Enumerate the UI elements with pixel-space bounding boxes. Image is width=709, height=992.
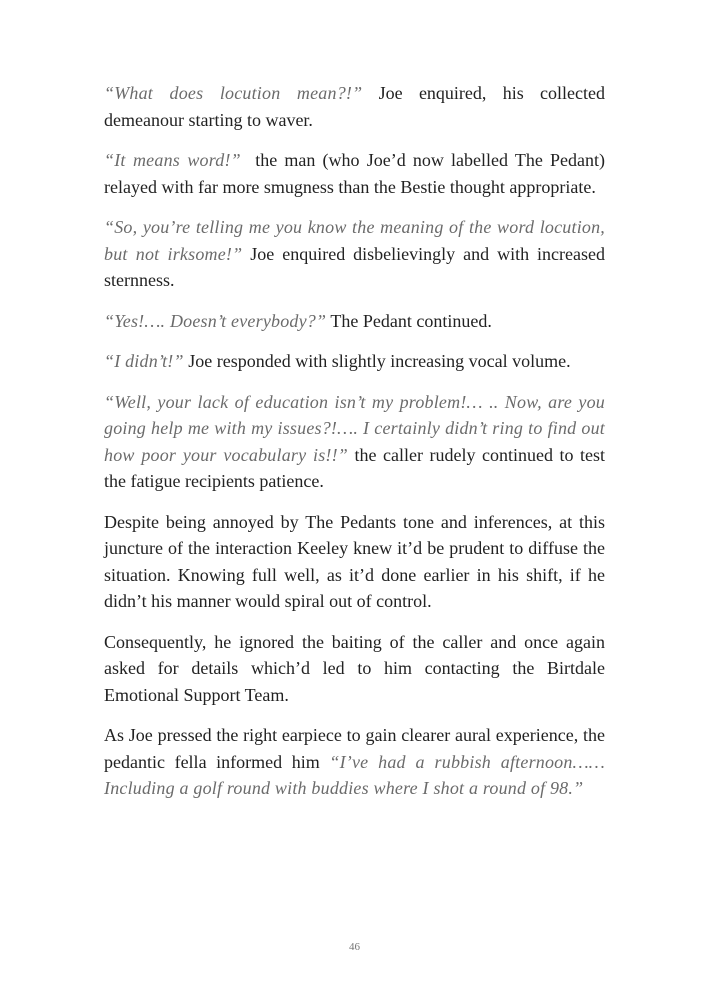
narration-text: the caller rudely continued to test the fatigue recipients patience.	[104, 444, 606, 491]
paragraph-locution-question	[104, 80, 605, 133]
paragraph-consequently: Consequently, he ignored the baiting of the caller and once again asked for details which’d led to him contacting the Birtdale Emotional Support Team.	[104, 631, 605, 705]
page-number: 46	[349, 941, 360, 953]
dialogue-text: “Well, your lack of education isn’t my problem!… .. Now, are you going help me with my issues?!…. I certainly didn’t ring to find out how poor your vocabulary is!!”	[104, 391, 605, 465]
paragraph-i-didnt	[104, 348, 605, 375]
dialogue-text: “Yes!…. Doesn’t everybody?”	[104, 310, 327, 331]
paragraph-education	[104, 389, 605, 495]
paragraph-despite: Despite being annoyed by The Pedants tone and inferences, at this juncture of the interaction Keeley knew it’d be prudent to diffuse the situation. Knowing full well, as it’d done earlier in his shift, if he didn’t his manner would spiral out of control.	[104, 511, 605, 611]
narration-text: As Joe pressed the right earpiece to gain clearer aural experience, the pedantic fella informed him	[104, 725, 605, 772]
dialogue-text: “I’ve had a rubbish afternoon…… Including a golf round with buddies where I shot a round of 98.”	[104, 751, 605, 798]
narration-text: Joe responded with slightly increasing vocal volume.	[183, 351, 571, 371]
narration-text: Joe enquired, his collected demeanour starting to waver.	[104, 83, 606, 130]
page-body	[104, 80, 610, 816]
dialogue-text: “It means word!”	[104, 150, 241, 170]
paragraph-pedant-answer	[104, 147, 610, 200]
paragraph-irksome	[104, 214, 605, 294]
paragraph-earpiece	[104, 722, 605, 802]
dialogue-text: “So, you’re telling me you know the meaning of the word locution, but not irksome!”	[104, 217, 605, 264]
dialogue-text: “I didn’t!”	[104, 351, 184, 371]
narration-text: the man (who Joe’d now labelled The Pedant) relayed with far more smugness than the Bestie thought appropriate.	[104, 150, 610, 197]
narration-text: The Pedant continued.	[326, 310, 492, 331]
dialogue-text: “What does locution mean?!”	[104, 83, 363, 103]
paragraph-everybody	[104, 308, 605, 335]
narration-text: Joe enquired disbelievingly and with increased sternness.	[104, 243, 605, 290]
